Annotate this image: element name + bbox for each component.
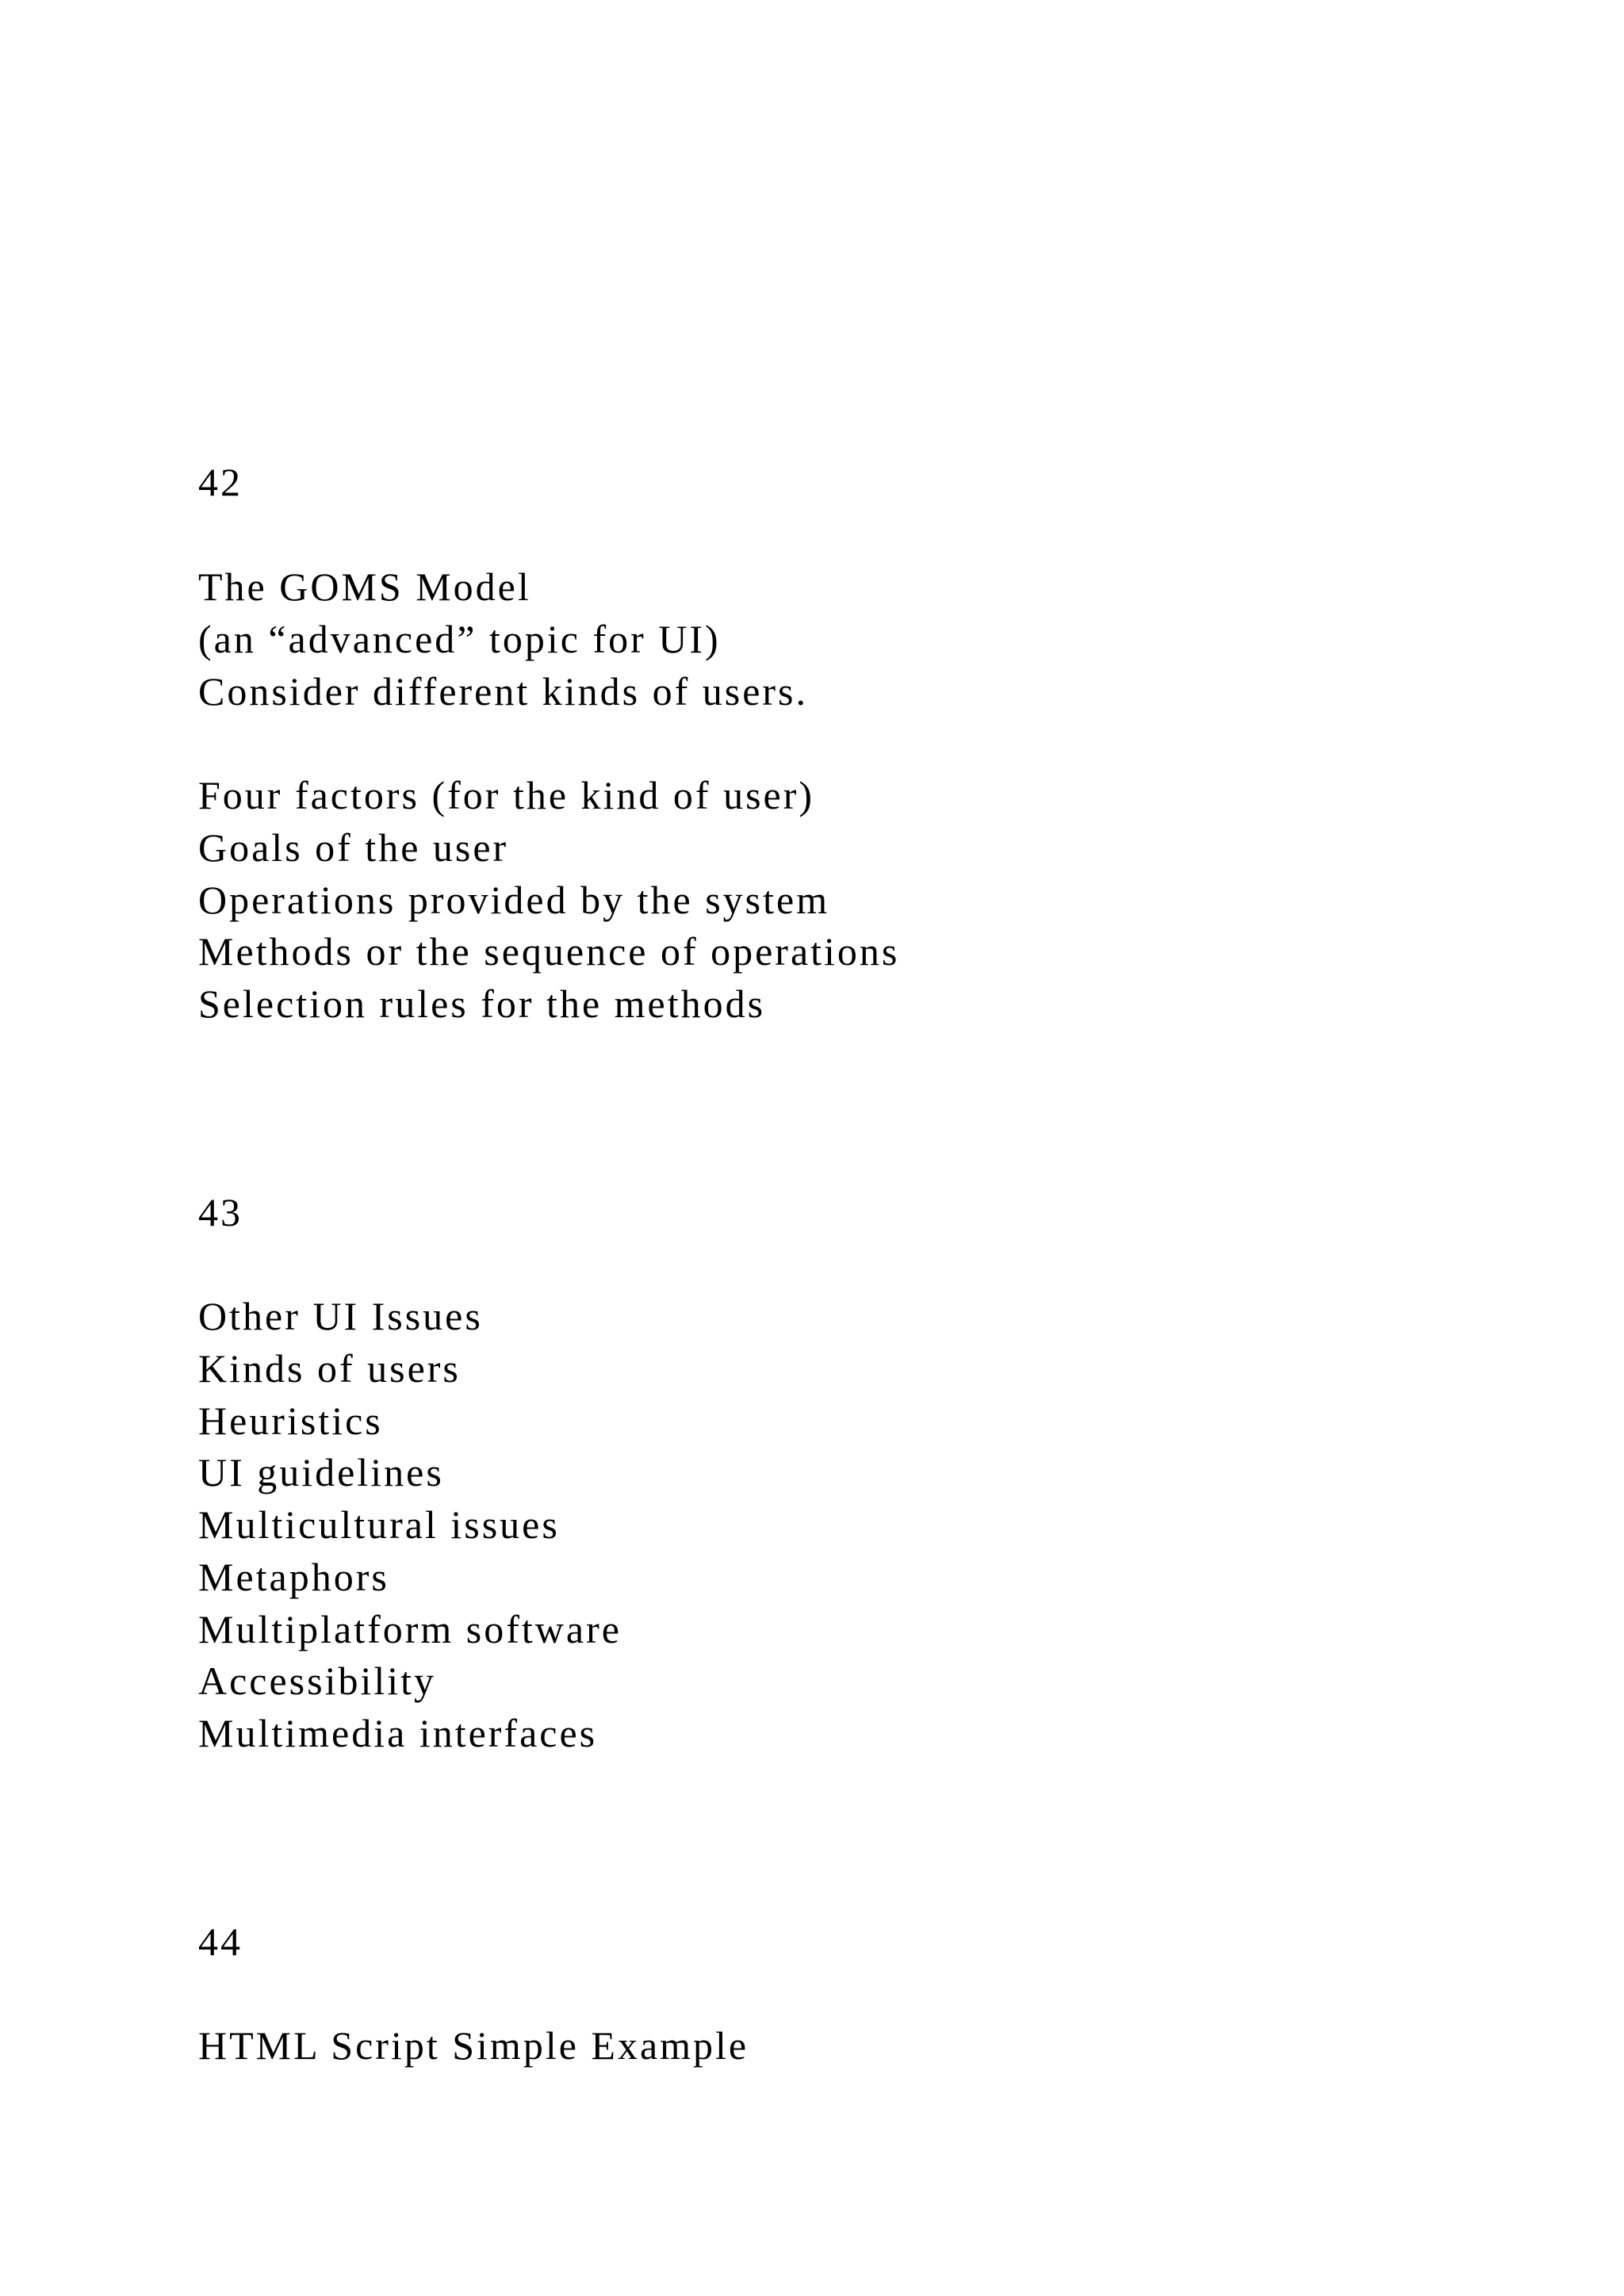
- slide-42-line: Methods or the sequence of operations: [198, 929, 900, 974]
- slide-number-44: 44: [198, 1919, 243, 1964]
- slide-42-title: The GOMS Model: [198, 564, 531, 609]
- slide-43-line: Multicultural issues: [198, 1502, 560, 1547]
- slide-42-line: Goals of the user: [198, 825, 509, 870]
- slide-42-line: Consider different kinds of users.: [198, 669, 809, 714]
- slide-43-line: Multiplatform software: [198, 1607, 622, 1651]
- slide-43-line: Accessibility: [198, 1659, 437, 1703]
- slide-43-line: Kinds of users: [198, 1346, 461, 1391]
- slide-43-title: Other UI Issues: [198, 1294, 483, 1338]
- slide-42-line: Operations provided by the system: [198, 878, 830, 922]
- slide-42-line: Four factors (for the kind of user): [198, 773, 815, 817]
- slide-43-line: Heuristics: [198, 1399, 383, 1443]
- slide-number-43: 43: [198, 1190, 243, 1234]
- slide-43-line: UI guidelines: [198, 1450, 444, 1494]
- slide-44-title: HTML Script Simple Example: [198, 2023, 749, 2068]
- slide-42-line: Selection rules for the methods: [198, 982, 766, 1026]
- slide-number-42: 42: [198, 460, 243, 504]
- slide-43-line: Multimedia interfaces: [198, 1711, 598, 1755]
- slide-43-line: Metaphors: [198, 1555, 389, 1599]
- slide-42-subtitle: (an “advanced” topic for UI): [198, 617, 721, 661]
